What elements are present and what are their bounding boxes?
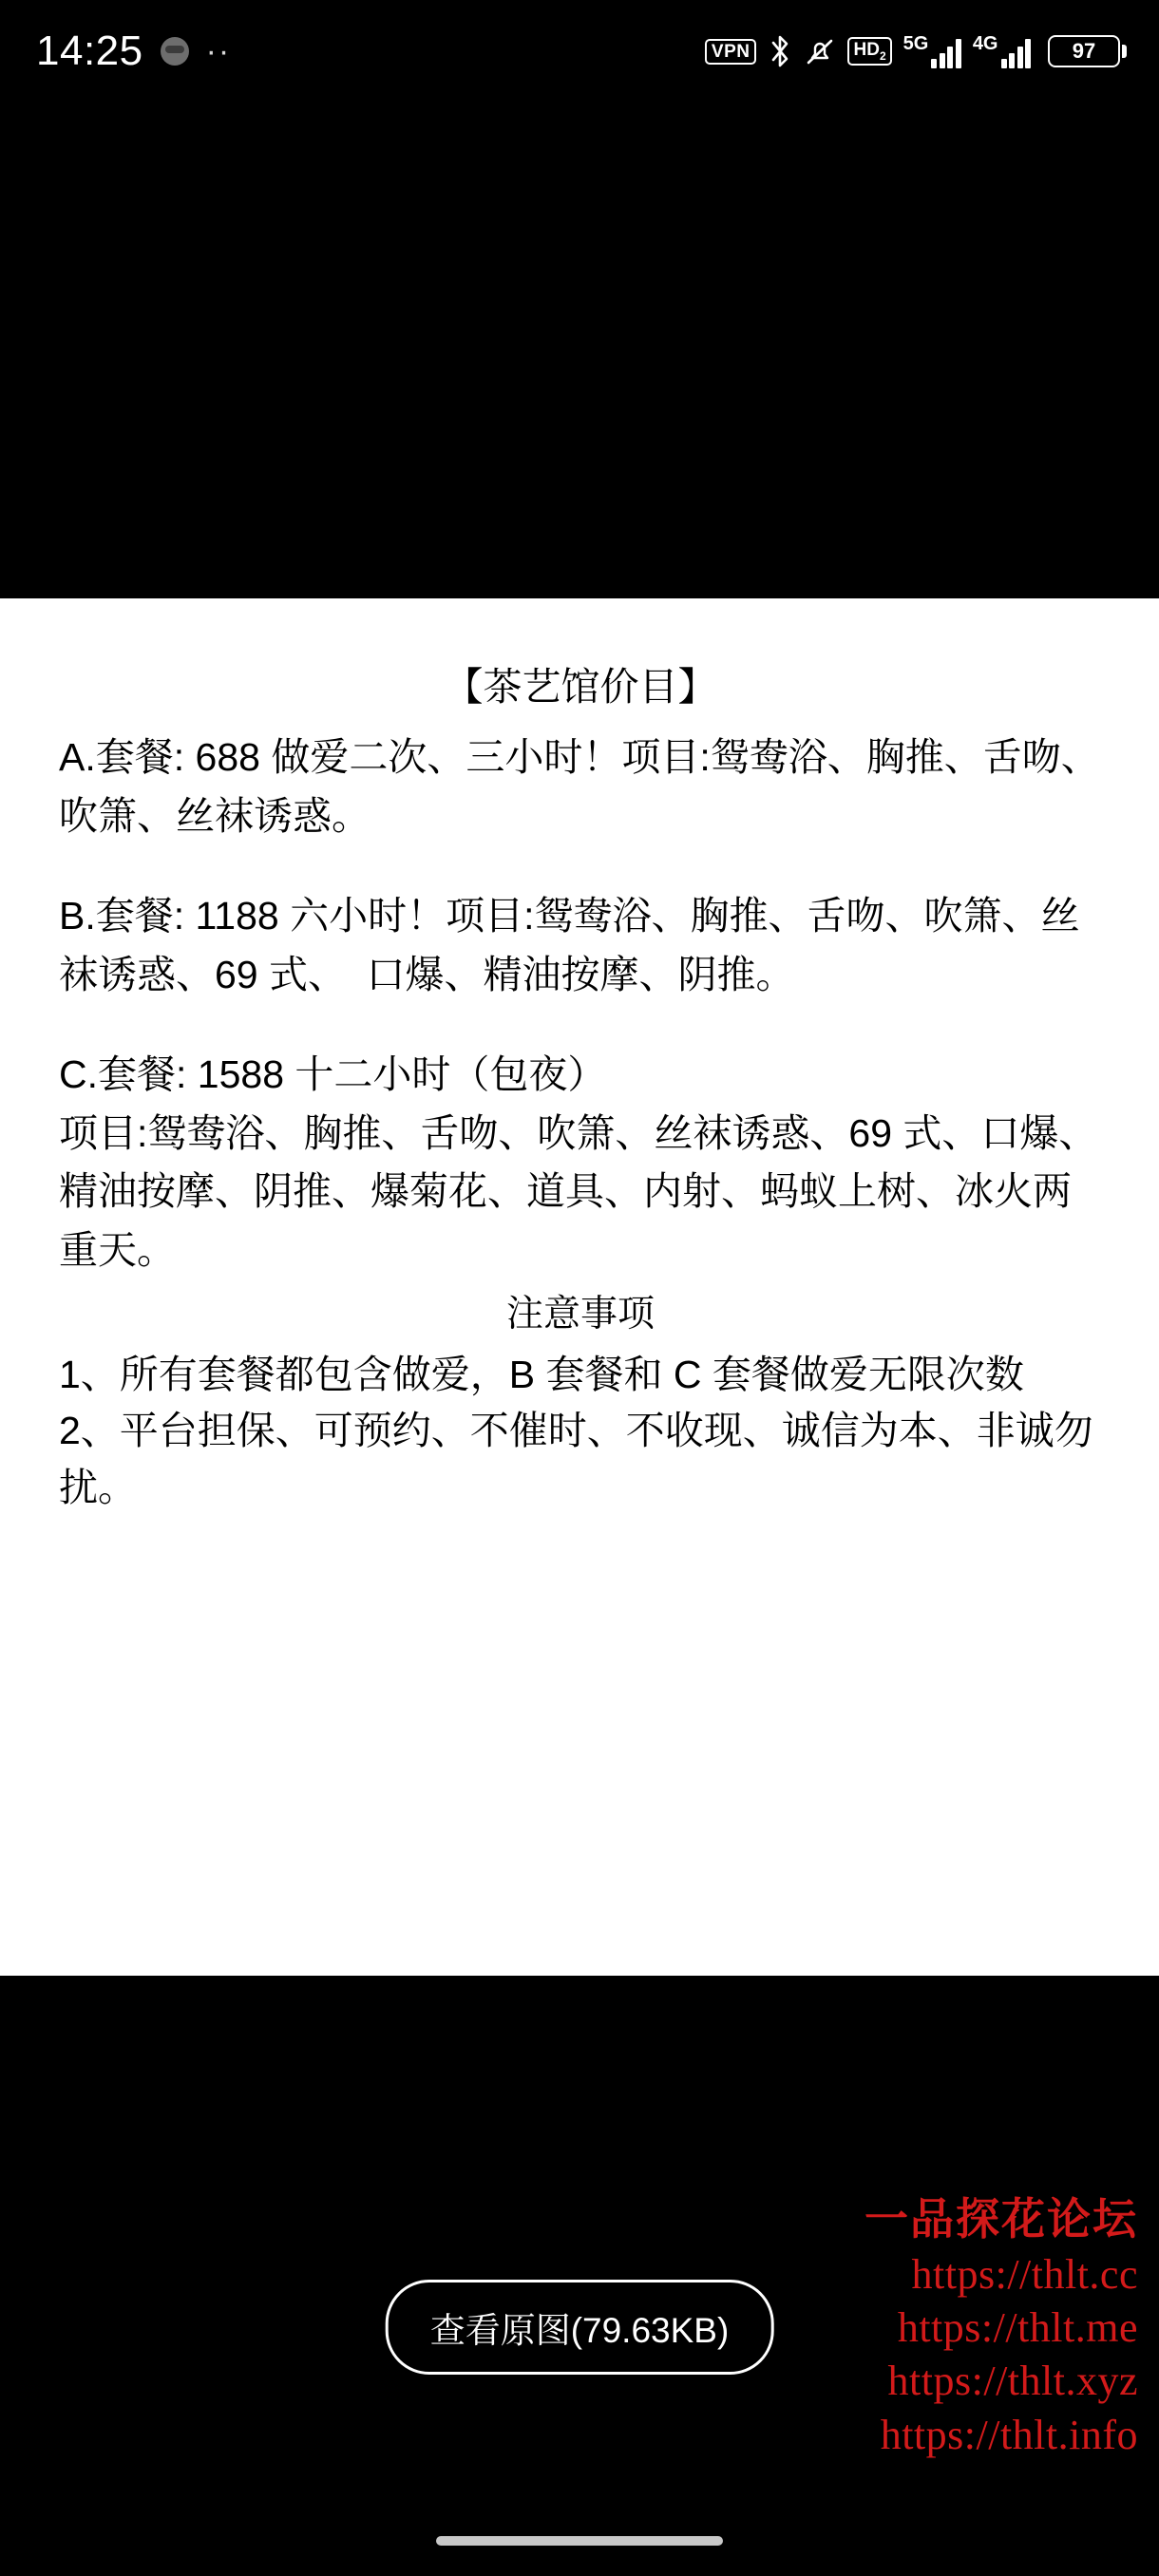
photo-package-c-title: C.套餐: 1588 十二小时（包夜）	[59, 1052, 607, 1097]
photo-notice-heading: 注意事项	[505, 1294, 655, 1335]
status-bar-left	[36, 28, 231, 75]
home-indicator[interactable]	[436, 2536, 723, 2546]
signal-bars-1	[931, 38, 961, 68]
watermark-url-4: https://thlt.info	[880, 2411, 1138, 2458]
battery-cap	[1122, 45, 1127, 58]
watermark-url-2: https://thlt.me	[897, 2304, 1138, 2352]
vpn-icon: VPN	[705, 39, 757, 65]
photo-package-a: A.套餐: 688 做爱二次、三小时！项目:鸳鸯浴、胸推、舌吻、吹箫、丝袜诱惑。	[59, 735, 1100, 838]
status-clock: 14:25	[36, 28, 143, 74]
signal-bars-2	[1001, 38, 1032, 68]
signal-4g: 4G	[973, 34, 1031, 68]
watermark-url-1: https://thlt.cc	[911, 2250, 1138, 2298]
battery-percent: 97	[1048, 35, 1120, 67]
hd-voice-icon: $HD_2$	[847, 37, 891, 66]
photo-package-b: B.套餐: 1188 六小时！项目:鸳鸯浴、胸推、舌吻、吹箫、丝袜诱惑、69 式、 口爆、精油按摩、阴推。	[59, 894, 1080, 996]
watermark-title: 一品探花论坛	[864, 2194, 1138, 2244]
view-original-button[interactable]: 查看原图(79.63KB)	[386, 2280, 774, 2375]
watermark-url-3: https://thlt.xyz	[887, 2358, 1138, 2405]
bluetooth-icon	[768, 34, 792, 68]
status-bar	[0, 0, 1159, 103]
battery-icon	[1048, 35, 1127, 67]
mute-bell-icon	[804, 36, 836, 66]
photo-notice-1: 1、所有套餐都包含做爱，B 套餐和 C 套餐做爱无限次数	[59, 1352, 1024, 1396]
signal-5g: 5G	[903, 34, 961, 68]
watermark	[864, 2192, 1138, 2462]
photo-text-content	[0, 598, 1159, 1516]
image-viewer-photo[interactable]	[0, 598, 1159, 1976]
status-bar-right	[705, 34, 1127, 68]
photo-title: 【茶艺馆价目】	[444, 665, 717, 709]
photo-package-c-items: 项目:鸳鸯浴、胸推、舌吻、吹箫、丝袜诱惑、69 式、口爆、精油按摩、阴推、爆菊花、道具、内射、蚂蚁上树、冰火两重天。	[59, 1110, 1098, 1272]
more-dots-icon: ··	[205, 33, 232, 69]
photo-notice-2: 2、平台担保、可预约、不催时、不收现、诚信为本、非诚勿扰。	[59, 1409, 1093, 1509]
camera-dot-icon	[161, 37, 189, 66]
